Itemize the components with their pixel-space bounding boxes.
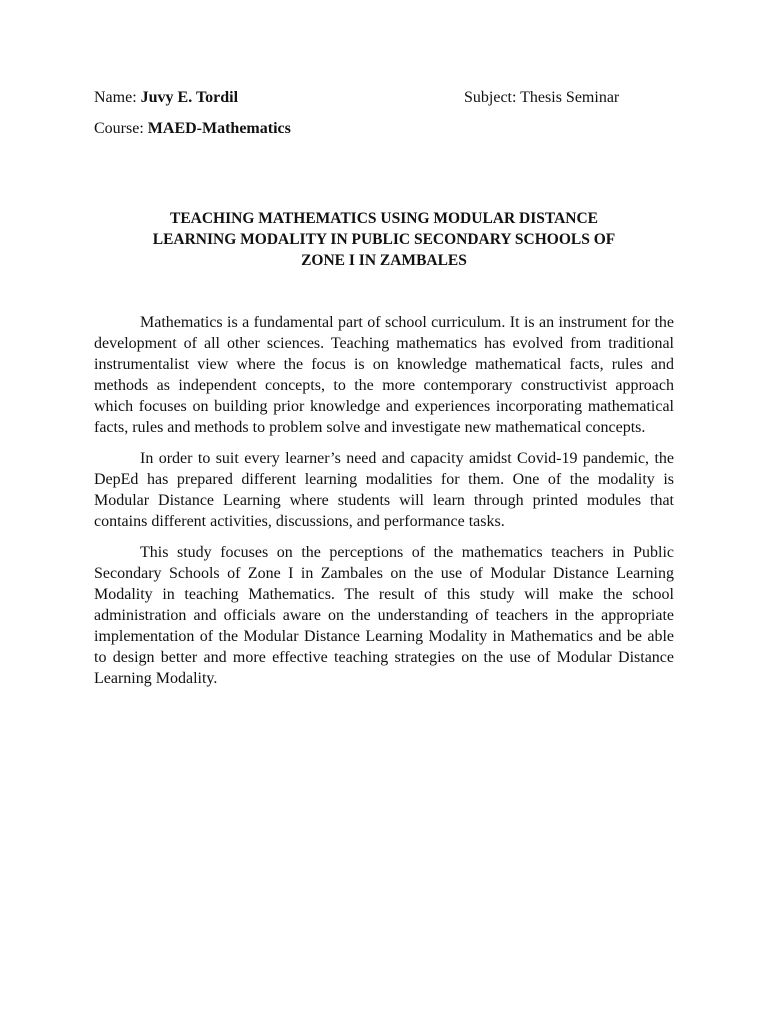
course-label: Course: [94,120,144,137]
course-field [94,119,291,139]
title-line: LEARNING MODALITY IN PUBLIC SECONDARY SCHOOLS OF [152,231,616,248]
name-field [94,88,238,108]
body-paragraph: In order to suit every learner’s need and capacity amidst Covid-19 pandemic, the DepEd has prepared different learning modalities for them. One of the modality is Modular Distance Learning where students will learn through printed modules that contains different activities, discussions, and performance tasks. [94,450,674,530]
title-line: ZONE I IN ZAMBALES [301,252,467,269]
header-row [94,88,674,110]
subject-field [464,88,619,108]
subject-label: Subject: [464,89,517,106]
course-value: MAED-Mathematics [147,120,291,137]
body-paragraph: This study focuses on the perceptions of the mathematics teachers in Public Secondary Schools of Zone I in Zambales on the use of Modular Distance Learning Modality in teaching Mathematics. The result of this study will make the school administration and officials aware on the understanding of teachers in the appropriate implementation of the Modular Distance Learning Modality in Mathematics and be able to design better and more effective teaching strategies on the use of Modular Distance Learning Modality. [94,544,674,687]
subject-value: Thesis Seminar [520,89,620,106]
document-title [94,208,674,271]
body-paragraph: Mathematics is a fundamental part of school curriculum. It is an instrument for the development of all other sciences. Teaching mathematics has evolved from traditional instrumentalist view where the focus is on knowledge mathematical facts, rules and methods as independent concepts, to the more contemporary constructivist approach which focuses on building prior knowledge and experiences incorporating mathematical facts, rules and methods to problem solve and investigate new mathematical concepts. [94,314,674,436]
name-label: Name: [94,89,137,106]
title-line: TEACHING MATHEMATICS USING MODULAR DISTANCE [169,210,598,227]
name-value: Juvy E. Tordil [140,89,239,106]
document-body [94,312,674,699]
